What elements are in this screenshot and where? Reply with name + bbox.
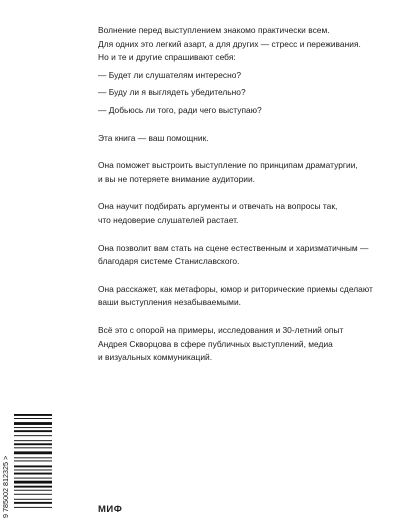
- paragraph-metaphors: [98, 283, 398, 310]
- paragraph-dramaturgy: [98, 159, 398, 186]
- text-line: Для одних это легкий азарт, а для других — стресс и переживания.: [98, 38, 361, 49]
- text-line: Но и те и другие спрашивают себя:: [98, 52, 236, 63]
- text-line: ваши выступления незабываемыми.: [98, 297, 241, 308]
- paragraph-helper: [98, 132, 398, 146]
- text-line: Андрея Скворцова в сфере публичных выступлений, медиа: [98, 338, 333, 349]
- intro-paragraph: [98, 24, 398, 65]
- cover-text: [98, 24, 398, 365]
- text-line: Она научит подбирать аргументы и отвечать на вопросы так,: [98, 201, 338, 212]
- text-line: — Добьюсь ли того, ради чего выступаю?: [98, 104, 262, 115]
- question-2: [98, 86, 398, 100]
- text-line: Волнение перед выступлением знакомо практически всем.: [98, 25, 330, 35]
- text-line: Всё это с опорой на примеры, исследования и 30-летний опыт: [98, 324, 344, 335]
- text-line: Она расскажет, как метафоры, юмор и риторические приемы сделают: [98, 283, 373, 294]
- barcode-digits: 9 785002 812325 >: [1, 455, 10, 518]
- publisher-logo: МИФ: [98, 504, 123, 515]
- text-line: Эта книга — ваш помощник.: [98, 132, 209, 143]
- text-line: и вы не потеряете внимание аудитории.: [98, 173, 255, 184]
- text-line: — Буду ли я выглядеть убедительно?: [98, 87, 246, 98]
- paragraph-charisma: [98, 242, 398, 269]
- text-line: Она позволит вам стать на сцене естественным и харизматичным —: [98, 242, 369, 253]
- text-line: и визуальных коммуникаций.: [98, 352, 213, 363]
- isbn-barcode: [2, 410, 54, 520]
- barcode-bars: [14, 414, 52, 508]
- text-line: Она поможет выстроить выступление по принципам драматургии,: [98, 160, 358, 171]
- text-line: благодаря системе Станиславского.: [98, 256, 240, 267]
- question-3: [98, 104, 398, 118]
- paragraph-arguments: [98, 200, 398, 227]
- paragraph-experience: [98, 324, 398, 365]
- text-line: — Будет ли слушателям интересно?: [98, 69, 242, 80]
- text-line: что недоверие слушателей растает.: [98, 214, 239, 225]
- question-1: [98, 69, 398, 83]
